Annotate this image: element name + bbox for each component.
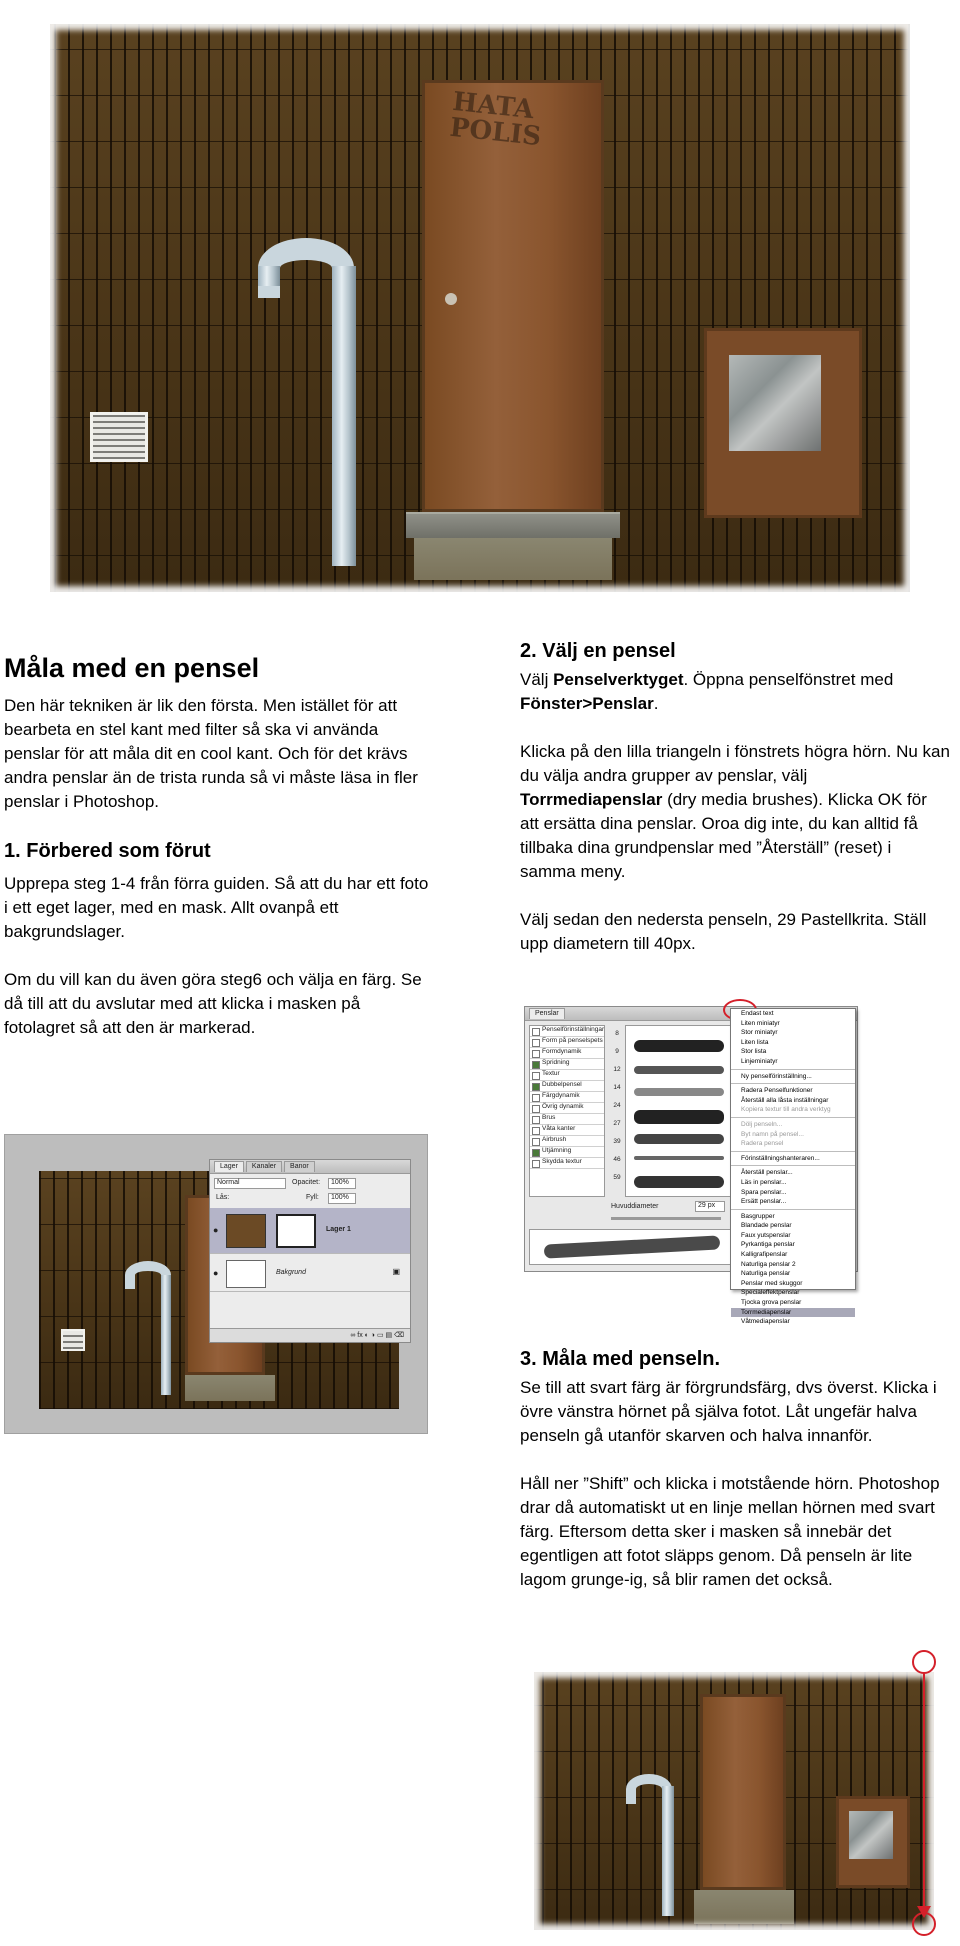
weathered-paint — [729, 355, 821, 451]
fill-label: Fyll: — [306, 1194, 319, 1201]
page-title: Måla med en pensel — [4, 653, 260, 683]
stroke-preview-3 — [634, 1088, 724, 1096]
start-point-circle — [912, 1650, 936, 1674]
air-vent — [90, 412, 148, 462]
brush-number-column — [609, 1025, 625, 1197]
menu-item[interactable]: Radera Penselfunktioner — [741, 1087, 813, 1095]
brush-size-number: 59 — [613, 1174, 621, 1181]
menu-separator — [731, 1083, 855, 1084]
menu-item[interactable]: Liten lista — [741, 1038, 769, 1046]
right-column — [520, 638, 950, 956]
menu-item[interactable]: Faux yutspenslar — [741, 1231, 791, 1239]
step3-heading: 3. Måla med penseln. — [520, 1348, 721, 1370]
brush-stroke-previews — [625, 1025, 733, 1197]
brush-size-number: 39 — [613, 1138, 621, 1145]
diameter-slider[interactable] — [611, 1217, 721, 1220]
weathered-paint-result — [849, 1811, 893, 1859]
visibility-eye-icon-2[interactable]: ● — [213, 1268, 219, 1278]
result-photo — [528, 1666, 940, 1936]
step3-paragraph-1: Se till att svart färg är förgrundsfärg, dvs överst. Klicka i övre vänstra hörnet på själva fotot. Låt ungefär halva penseln gå utanför skarven och halva innanför. — [520, 1378, 937, 1445]
door-step — [406, 512, 620, 538]
door-result — [700, 1694, 786, 1890]
step2-p1-d: Fönster>Penslar — [520, 694, 654, 713]
step2-paragraph-1 — [520, 668, 950, 716]
menu-item[interactable]: Stor lista — [741, 1048, 767, 1056]
step1-heading: 1. Förbered som förut — [4, 840, 211, 862]
layers-panel — [209, 1159, 411, 1343]
vent-small — [61, 1329, 85, 1351]
stroke-preview-2 — [634, 1066, 724, 1074]
pipe-short-end — [258, 266, 280, 286]
step2-paragraph-2 — [520, 740, 950, 884]
step2-p1-c: . Öppna penselfönstret med — [683, 670, 894, 689]
layer-thumbnail — [226, 1214, 266, 1248]
visibility-eye-icon[interactable]: ● — [213, 1225, 219, 1235]
menu-item[interactable]: Tjocka grova penslar — [741, 1299, 802, 1307]
opacity-field[interactable]: 100% — [328, 1178, 356, 1189]
wall-panel-result — [836, 1796, 910, 1888]
menu-item[interactable]: Återställ penslar... — [741, 1169, 793, 1177]
wall-panel — [704, 328, 862, 518]
stroke-preview-4 — [634, 1110, 724, 1124]
menu-item[interactable]: Endast text — [741, 1010, 774, 1017]
brush-setting-item[interactable]: Form på penselspets — [530, 1037, 604, 1048]
brush-setting-item[interactable]: Formdynamik — [530, 1048, 604, 1059]
step3-paragraph-2: Håll ner ”Shift” och klicka i motstående hörn. Photoshop drar då automatiskt ut en linje mellan hörnen med svart färg. Eftersom detta sker i masken så innebär det egentligen att fotot släpps genom. Då penseln är lite lagom grunge-ig, så blir ramen det också. — [520, 1474, 940, 1589]
intro-paragraph: Den här tekniken är lik den första. Men istället för att bearbeta en stel kant med filter så ska vi använda penslar för att måla dit en cool kant. Och för det krävs andra penslar än de trista runda så vi måste läsa in fler penslar i Photoshop. — [4, 696, 418, 811]
menu-item[interactable]: Spara penslar... — [741, 1188, 787, 1196]
background-thumbnail — [226, 1260, 266, 1288]
door-knob — [445, 293, 457, 305]
diameter-label: Huvuddiameter — [611, 1203, 659, 1210]
brush-setting-item[interactable]: Textur — [530, 1070, 604, 1081]
menu-separator — [731, 1165, 855, 1166]
menu-item[interactable]: Basgrupper — [741, 1212, 775, 1220]
brush-setting-item[interactable]: Övrig dynamik — [530, 1103, 604, 1114]
brush-setting-item[interactable]: Utjämning — [530, 1147, 604, 1158]
pipe-vertical-small — [161, 1275, 171, 1395]
tab-brushes[interactable]: Penslar — [529, 1008, 565, 1019]
brush-size-number: 46 — [613, 1156, 621, 1163]
brush-size-number: 9 — [615, 1048, 619, 1055]
door-graffiti: HATA POLIS — [448, 86, 543, 153]
menu-item[interactable]: Våtmediapenslar — [741, 1318, 790, 1326]
pipe-vertical-result — [662, 1786, 674, 1916]
lock-label: Lås: — [216, 1194, 230, 1201]
menu-item[interactable]: Torrmediapenslar — [731, 1308, 855, 1318]
layers-panel-tabs — [210, 1160, 410, 1174]
menu-item[interactable]: Dölj penseln... — [741, 1120, 783, 1128]
opacity-label: Opacitet: — [292, 1179, 321, 1186]
menu-separator — [731, 1117, 855, 1118]
door — [422, 80, 604, 512]
brush-size-number: 24 — [613, 1102, 621, 1109]
brush-panel-menu — [730, 1008, 856, 1326]
background-layer-name: Bakgrund — [276, 1269, 306, 1276]
step2-p1-b: Penselverktyget — [553, 670, 684, 689]
menu-item[interactable]: Naturliga penslar — [741, 1270, 791, 1278]
menu-item[interactable]: Liten miniatyr — [741, 1019, 780, 1027]
menu-item[interactable]: Läs in penslar... — [741, 1178, 787, 1186]
step1-paragraph-2: Om du vill kan du även göra steg6 och välja en färg. Se då till att du avslutar med att klicka i masken på fotolagret så att den är markerad. — [4, 970, 422, 1037]
left-column — [4, 652, 434, 1064]
end-point-circle — [912, 1912, 936, 1936]
lock-icon: ▣ — [392, 1267, 400, 1276]
pastel-stroke — [544, 1235, 720, 1258]
large-stroke-preview — [529, 1229, 733, 1265]
step2-p2-a: Klicka på den lilla triangeln i fönstrets högra hörn. Nu kan du välja andra grupper av penslar, välj — [520, 742, 950, 785]
brush-setting-item[interactable]: Färgdynamik — [530, 1092, 604, 1103]
layer-row-1[interactable] — [210, 1208, 410, 1254]
diameter-field[interactable]: 29 px — [695, 1201, 725, 1212]
layer-mask-thumbnail[interactable] — [276, 1214, 316, 1248]
brush-setting-item[interactable]: Skydda textur — [530, 1158, 604, 1169]
layer-row-2[interactable] — [210, 1256, 410, 1292]
hero-photo — [40, 14, 920, 602]
stroke-preview-6 — [634, 1156, 724, 1160]
step2-p1-e: . — [653, 694, 659, 713]
layers-screenshot — [4, 1134, 428, 1434]
fill-field[interactable]: 100% — [328, 1193, 356, 1204]
tab-channels[interactable]: Kanaler — [246, 1161, 282, 1172]
menu-item[interactable]: Blandade penslar — [741, 1222, 792, 1230]
brush-setting-item[interactable]: Dubbelpensel — [530, 1081, 604, 1092]
menu-item[interactable]: Förinställningshanteraren... — [741, 1154, 820, 1162]
stroke-preview-1 — [634, 1040, 724, 1052]
brush-setting-item[interactable]: Airbrush — [530, 1136, 604, 1147]
menu-item[interactable]: Penslar med skuggor — [741, 1279, 803, 1287]
step-small — [185, 1375, 275, 1401]
blend-mode-select[interactable]: Normal — [214, 1178, 286, 1189]
menu-item[interactable]: Kalligrafipenslar — [741, 1251, 788, 1259]
step-result — [694, 1890, 794, 1924]
step2-p1-a: Välj — [520, 670, 554, 689]
stroke-preview-7 — [634, 1176, 724, 1188]
brush-setting-item[interactable]: Penselförinställningar — [530, 1026, 604, 1037]
brush-size-number: 12 — [613, 1066, 621, 1073]
menu-separator — [731, 1151, 855, 1152]
step2-p2-c: (dry media brushes). Klicka OK för att ersätta dina penslar. Oroa dig inte, du kan alltid få tillbaka dina grundpenslar med ”Återställ” (reset) i samma meny. — [520, 790, 927, 881]
brush-setting-item[interactable]: Brus — [530, 1114, 604, 1125]
menu-item[interactable]: Kopiera textur till andra verktyg — [741, 1106, 831, 1114]
layer-name: Lager 1 — [326, 1226, 351, 1233]
step-foundation — [414, 538, 612, 580]
brush-size-number: 27 — [613, 1120, 621, 1127]
menu-item[interactable]: Pyrkantiga penslar — [741, 1241, 795, 1249]
menu-separator — [731, 1209, 855, 1210]
menu-item[interactable]: Byt namn på pensel... — [741, 1130, 804, 1138]
brush-size-number: 8 — [615, 1030, 619, 1037]
brush-setting-item[interactable]: Spridning — [530, 1059, 604, 1070]
step2-p2-b: Torrmediapenslar — [520, 790, 663, 809]
pipe-vertical — [332, 266, 356, 566]
brush-setting-item[interactable]: Våta kanter — [530, 1125, 604, 1136]
menu-item[interactable]: Specialeffektpenslar — [741, 1289, 800, 1297]
step2-paragraph-3: Välj sedan den nedersta penseln, 29 Pastellkrita. Ställ upp diametern till 40px. — [520, 910, 927, 953]
menu-item[interactable]: Ny penselförinställning... — [741, 1072, 812, 1080]
layers-panel-footer: ∞ fx ◐ ◑ ▭ ▤ ⌫ — [210, 1328, 410, 1342]
menu-item[interactable]: Återställ alla låsta inställningar — [741, 1096, 829, 1104]
menu-item[interactable]: Radera pensel — [741, 1140, 784, 1148]
menu-item[interactable]: Naturliga penslar 2 — [741, 1260, 796, 1268]
menu-item[interactable]: Stor miniatyr — [741, 1029, 778, 1037]
step2-heading: 2. Välj en pensel — [520, 640, 676, 662]
stroke-preview-5 — [634, 1134, 724, 1144]
step3-column — [520, 1346, 950, 1592]
menu-separator — [731, 1069, 855, 1070]
brush-settings-list — [529, 1025, 605, 1197]
brush-size-number: 14 — [613, 1084, 621, 1091]
tab-paths[interactable]: Banor — [284, 1161, 315, 1172]
shift-click-line — [923, 1672, 925, 1912]
step1-paragraph-1: Upprepa steg 1-4 från förra guiden. Så att du har ett foto i ett eget lager, med en mask. Allt ovanpå ett bakgrundslager. — [4, 874, 429, 941]
tab-layers[interactable]: Lager — [214, 1161, 244, 1172]
menu-item[interactable]: Ersätt penslar... — [741, 1198, 787, 1206]
menu-item[interactable]: Linjeminiatyr — [741, 1057, 778, 1065]
